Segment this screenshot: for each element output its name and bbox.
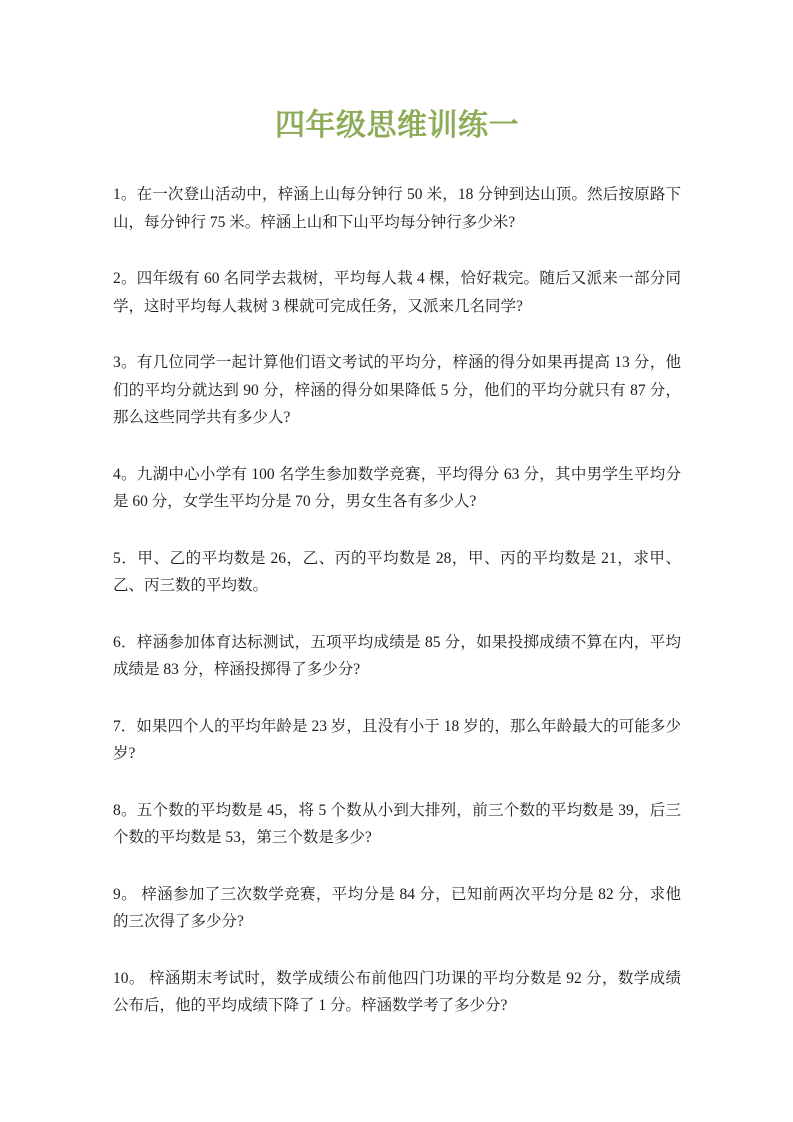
question-item-2: 2。四年级有 60 名同学去栽树，平均每人栽 4 棵，恰好栽完。随后又派来一部分同学，这时平均每人栽树 3 棵就可完成任务，又派来几名同学?: [113, 270, 681, 315]
page-title: 四年级思维训练一: [275, 109, 519, 142]
question-item-8: 8。五个数的平均数是 45，将 5 个数从小到大排列，前三个数的平均数是 39，后三个数的平均数是 53，第三个数是多少?: [113, 801, 681, 846]
question-item-9: 9。 梓涵参加了三次数学竞赛，平均分是 84 分，已知前两次平均分是 82 分，求他的三次得了多少分?: [113, 885, 681, 930]
question-item-5: 5．甲、乙的平均数是 26，乙、丙的平均数是 28，甲、丙的平均数是 21，求甲、乙、丙三数的平均数。: [113, 549, 681, 594]
question-item-10: 10。 梓涵期末考试时，数学成绩公布前他四门功课的平均分数是 92 分，数学成绩公布后，他的平均成绩下降了 1 分。梓涵数学考了多少分?: [113, 969, 681, 1014]
questions-list: [113, 181, 681, 1020]
question-item-4: 4。九湖中心小学有 100 名学生参加数学竞赛，平均得分 63 分，其中男学生平均分是 60 分，女学生平均分是 70 分，男女生各有多少人?: [113, 465, 681, 510]
question-item-6: 6．梓涵参加体育达标测试，五项平均成绩是 85 分，如果投掷成绩不算在内，平均成绩是 83 分，梓涵投掷得了多少分?: [113, 633, 681, 678]
question-item-7: 7．如果四个人的平均年龄是 23 岁，且没有小于 18 岁的，那么年龄最大的可能多少岁?: [113, 717, 681, 762]
question-item-1: 1。在一次登山活动中，梓涵上山每分钟行 50 米，18 分钟到达山顶。然后按原路下山，每分钟行 75 米。梓涵上山和下山平均每分钟行多少米?: [113, 186, 681, 231]
question-item-3: 3。有几位同学一起计算他们语文考试的平均分，梓涵的得分如果再提高 13 分，他们的平均分就达到 90 分，梓涵的得分如果降低 5 分，他们的平均分就只有 87 分，那么这些同学共有多少人?: [113, 354, 681, 426]
